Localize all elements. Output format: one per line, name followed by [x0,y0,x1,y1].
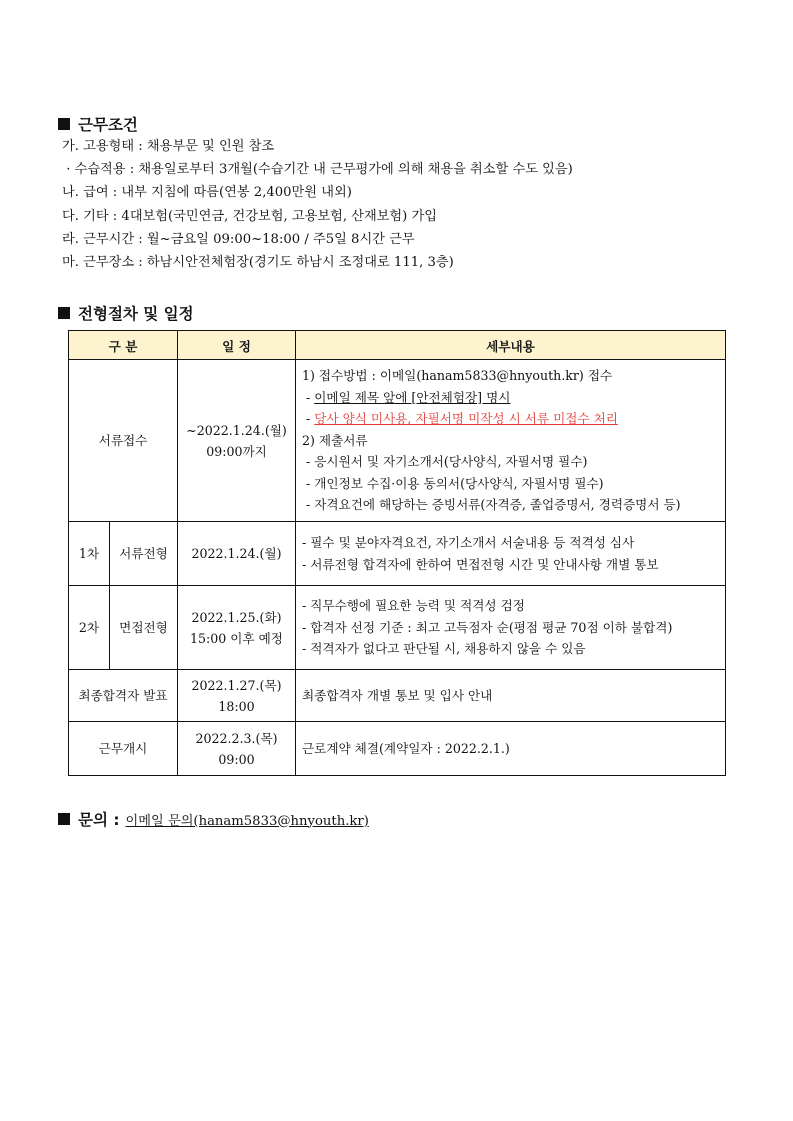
inquiry-label: 문의 : [78,811,120,829]
date-line: 2022.2.3.(목) [195,730,278,746]
condition-line: 나. 급여 : 내부 지침에 따름(연봉 2,400만원 내외) [62,185,352,201]
row-details [296,360,726,522]
date-line: 2022.1.25.(화) [191,609,282,625]
section-heading-conditions [58,113,138,135]
row-date: 2022.1.24.(월) [178,522,296,586]
square-bullet-icon [58,307,70,319]
section-title: 전형절차 및 일정 [78,305,194,323]
table-row [69,586,726,670]
row-date [178,360,296,522]
dash: - [302,411,315,427]
time-line: 09:00 [218,751,255,767]
condition-line: · 수습적용 : 채용일로부터 3개월(수습기간 내 근무평가에 의해 채용을 취소할 수도 있음) [62,162,573,178]
detail-line: - 서류전형 합격자에 한하여 면접전형 시간 및 안내사항 개별 통보 [302,556,659,572]
table-row [69,360,726,522]
detail-line: - 합격자 선정 기준 : 최고 고득점자 순(평점 평균 70점 이하 불합격) [302,619,673,635]
table-header-row [69,331,726,360]
row-details [296,670,726,722]
detail-line: - 자격요건에 해당하는 증빙서류(자격증, 졸업증명서, 경력증명서 등) [302,497,681,513]
section-heading-schedule [58,302,194,324]
time-line: 09:00까지 [206,443,267,459]
condition-line: 가. 고용형태 : 채용부문 및 인원 참조 [62,139,275,154]
table-row [69,522,726,586]
warning-text: 당사 양식 미사용, 자필서명 미작성 시 서류 미접수 처리 [314,411,618,427]
date-line: 2022.1.27.(목) [191,677,282,693]
condition-line: 마. 근무장소 : 하남시안전체험장(경기도 하남시 조정대로 111, 3층) [62,255,454,271]
schedule-table [68,330,726,776]
inquiry-line [58,808,369,830]
row-details [296,722,726,776]
table-row [69,670,726,722]
row-label: 면접전형 [110,586,178,670]
row-label: 최종합격자 발표 [69,670,178,722]
time-line: 18:00 [218,698,255,714]
stage-label: 2차 [69,586,110,670]
section-title: 근무조건 [78,116,138,134]
condition-line: 다. 기타 : 4대보험(국민연금, 건강보험, 고용보험, 산재보험) 가입 [62,208,437,224]
detail-line: 2) 제출서류 [302,432,368,448]
date-line: ~2022.1.24.(월) [186,422,287,438]
header-schedule: 일 정 [178,331,296,360]
row-label: 서류접수 [69,360,178,522]
underlined-text: 이메일 제목 앞에 [안전체험장] 명시 [314,389,511,405]
detail-line: 근로계약 체결(계약일자 : 2022.2.1.) [302,740,510,756]
row-details [296,522,726,586]
row-date [178,670,296,722]
inquiry-email-link[interactable]: 이메일 문의(hanam5833@hnyouth.kr) [125,813,369,829]
time-line: 15:00 이후 예정 [190,630,283,646]
detail-line: - 직무수행에 필요한 능력 및 적격성 검정 [302,598,525,614]
stage-label: 1차 [69,522,110,586]
detail-line [302,387,721,409]
row-date [178,586,296,670]
row-label: 서류전형 [110,522,178,586]
square-bullet-icon [58,813,70,825]
detail-line [302,408,721,430]
detail-line: - 필수 및 분야자격요건, 자기소개서 서술내용 등 적격성 심사 [302,535,635,550]
condition-line: 라. 근무시간 : 월~금요일 09:00~18:00 / 주5일 8시간 근무 [62,231,415,247]
header-category: 구 분 [69,331,178,360]
dash: - [302,389,315,405]
detail-line: 최종합격자 개별 통보 및 입사 안내 [302,687,493,703]
row-label: 근무개시 [69,722,178,776]
table-row [69,722,726,776]
conditions-list [62,135,573,274]
detail-line: - 적격자가 없다고 판단될 시, 채용하지 않을 수 있음 [302,641,586,657]
detail-line: - 응시원서 및 자기소개서(당사양식, 자필서명 필수) [302,454,588,470]
square-bullet-icon [58,118,70,130]
detail-line: 1) 접수방법 : 이메일(hanam5833@hnyouth.kr) 접수 [302,368,613,384]
detail-line: - 개인정보 수집·이용 동의서(당사양식, 자필서명 필수) [302,475,604,491]
row-date [178,722,296,776]
row-details [296,586,726,670]
header-details: 세부내용 [296,331,726,360]
